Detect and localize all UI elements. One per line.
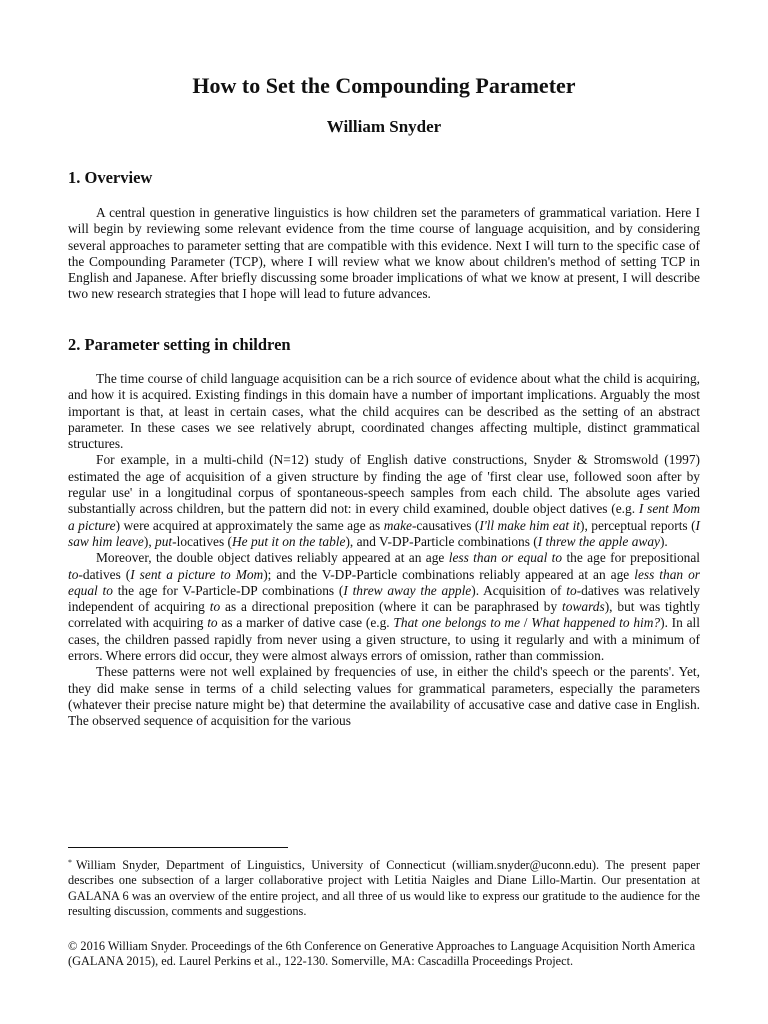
paragraph: These patterns were not well explained by frequencies of use, in either the child's speech or the parents'. Yet, they did make sense in terms of a child selecting values for grammatical parameters, especially the parameters (whatever their precise nature might be) that determine the availability of accusative case and dative case in English. The observed sequence of acquisition for the various — [68, 664, 700, 729]
footnote — [68, 855, 700, 920]
footnote-text: William Snyder, Department of Linguistics, University of Connecticut (william.snyder@uconn.edu). The present paper describes one subsection of a larger collaborative project with Letitia Naigles and Diane Lillo-Martin. Our presentation at GALANA 6 was an overview of the entire project, and all three of us would like to express our gratitude to the audience for the resulting discussion, comments and suggestions. — [68, 858, 700, 919]
section-heading-overview: 1. Overview — [68, 168, 153, 187]
paper-title: How to Set the Compounding Parameter — [192, 73, 576, 98]
paragraph: The time course of child language acquisition can be a rich source of evidence about what the child is acquiring, and how it is acquired. Existing findings in this domain have a number of important implications. Arguably the most important is that, at least in certain cases, what the child acquires can be described as the setting of an abstract parameter. In these cases we see relatively abrupt, coordinated changes affecting multiple, distinct grammatical structures. — [68, 371, 700, 452]
paragraph: A central question in generative linguistics is how children set the parameters of grammatical variation. Here I will begin by reviewing some relevant evidence from the time course of language acquisition, and by considering several approaches to parameter setting that are compatible with this evidence. Next I will turn to the specific case of the Compounding Parameter (TCP), where I will review what we know about children's method of setting TCP in English and Japanese. After briefly discussing some broader implications of what we know at present, I will describe two new research strategies that I hope will lead to future advances. — [68, 205, 700, 302]
section-heading-parameter-setting: 2. Parameter setting in children — [68, 335, 291, 354]
author-name: William Snyder — [326, 117, 442, 136]
paragraph: For example, in a multi-child (N=12) study of English dative constructions, Snyder & Stromswold (1997) estimated the age of acquisition of a given structure by finding the age of 'first clear use, followed soon after by regular use' in a longitudinal corpus of spontaneous-speech samples from each child. The absolute ages varied substantially across children, but the pattern did not: in every child examined, double object datives (e.g. I sent Mom a picture) were acquired at approximately the same age as make-causatives (I'll make him eat it), perceptual reports (I saw him leave), put-locatives (He put it on the table), and V-DP-Particle combinations (I threw the apple away). — [68, 452, 701, 549]
parameter-setting-section — [68, 371, 700, 730]
copyright-notice: © 2016 William Snyder. Proceedings of the 6th Conference on Generative Approaches to Language Acquisition North America (GALANA 2015), ed. Laurel Perkins et al., 122-130. Somerville, MA: Cascadilla Proceedings Project. — [68, 939, 696, 969]
footnote-divider — [68, 847, 288, 848]
overview-section — [68, 205, 700, 303]
footnote-marker: * — [68, 858, 72, 867]
paragraph: Moreover, the double object datives reliably appeared at an age less than or equal to the age for prepositional to-datives (I sent a picture to Mom); and the V-DP-Particle combinations reliably appeared at an age less than or equal to the age for V-Particle-DP combinations (I threw away the apple). Acquisition of to-datives was relatively independent of acquiring to as a directional preposition (where it can be paraphrased by towards), but was tightly correlated with acquiring to as a marker of dative case (e.g. That one belongs to me / What happened to him?). In all cases, the children passed rapidly from never using a given structure, to using it regularly and with a minimum of errors. Where errors did occur, they were almost always errors of omission, rather than commission. — [68, 550, 700, 664]
